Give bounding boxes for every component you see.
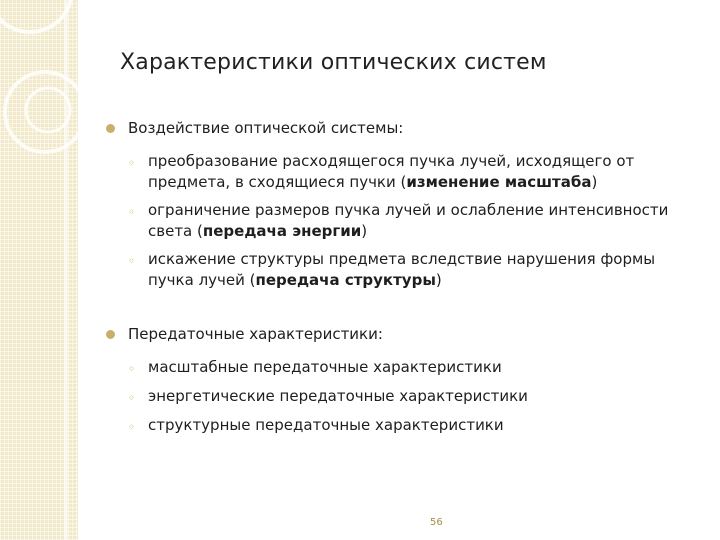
bullet-ring-icon: ◦ <box>128 156 136 170</box>
bullet-ring-icon: ◦ <box>128 362 136 376</box>
list-item: ◦ ограничение размеров пучка лучей и ослабление интенсивности света (передача энергии) <box>128 201 669 240</box>
section-1-heading: Воздействие оптической системы: <box>106 118 686 139</box>
list-item: ◦ искажение структуры предмета вследствие нарушения формы пучка лучей (передача структуры) <box>128 250 656 289</box>
section-2-heading: Передаточные характеристики: <box>106 324 686 345</box>
bullet-ring-icon: ◦ <box>128 205 136 219</box>
bullet-ring-icon: ◦ <box>128 254 136 268</box>
decorative-side-band <box>0 0 78 540</box>
list-item: ◦ масштабные передаточные характеристики <box>106 357 686 378</box>
slide-title: Характеристики оптических систем <box>120 50 547 75</box>
decorative-circles <box>0 0 78 540</box>
list-item: ◦ преобразование расходящегося пучка лучей, исходящего от предмета, в сходящиеся пучки (изменение масштаба) <box>128 152 635 191</box>
bullet-dot-icon <box>106 124 115 133</box>
bullet-dot-icon <box>106 330 115 339</box>
bullet-ring-icon: ◦ <box>128 420 136 434</box>
slide-content <box>106 118 686 436</box>
page-number: 56 <box>430 517 443 528</box>
list-item: ◦ энергетические передаточные характеристики <box>106 386 686 407</box>
bullet-ring-icon: ◦ <box>128 391 136 405</box>
list-item: ◦ структурные передаточные характеристики <box>106 415 686 436</box>
